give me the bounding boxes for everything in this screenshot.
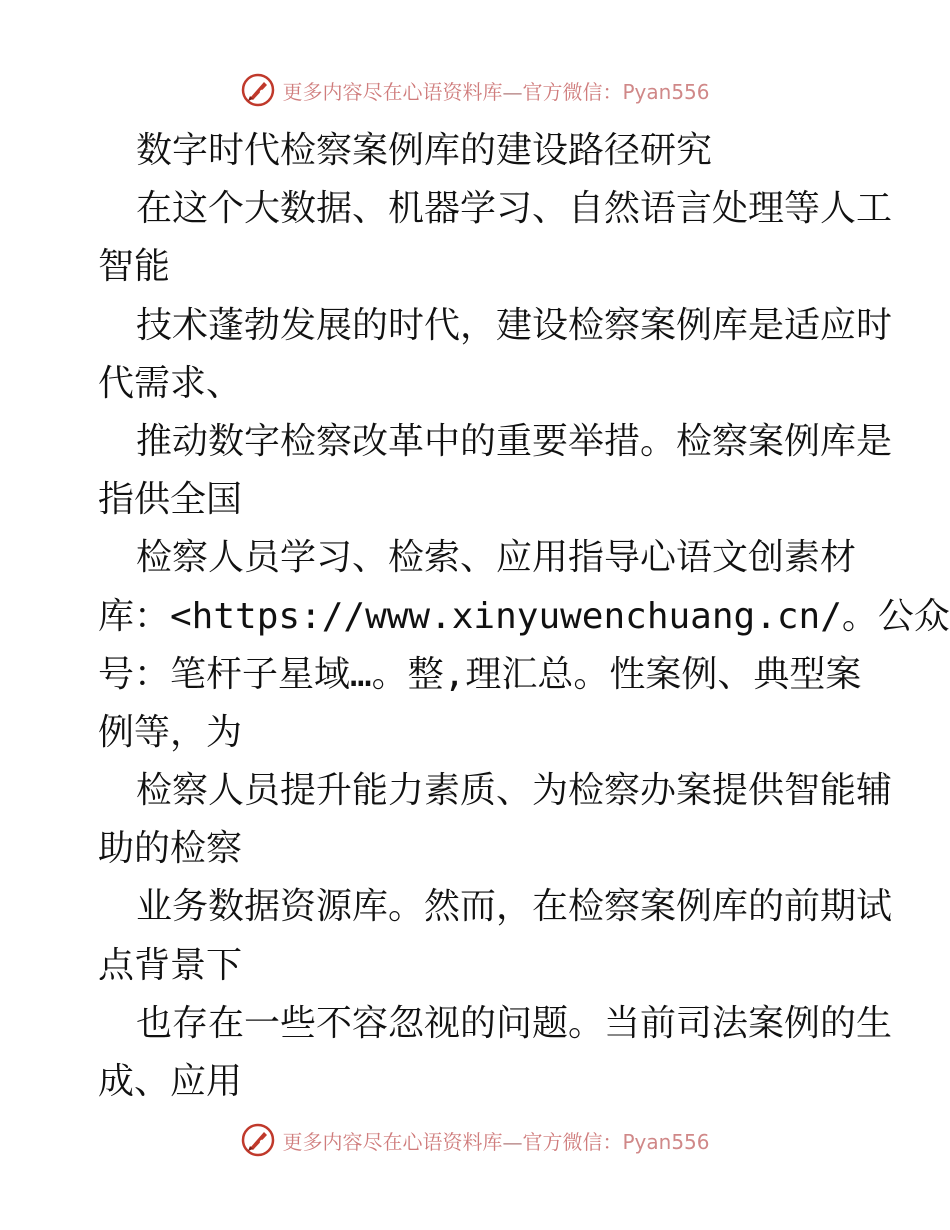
- banner-title: 更多内容尽在心语资料库: [282, 79, 503, 104]
- paragraph-line: 成、应用: [98, 1061, 243, 1102]
- banner-official-label: 官方微信：: [522, 1129, 623, 1154]
- quill-pen-logo-icon: [240, 1122, 276, 1158]
- paragraph-line: 检察人员学习、检索、应用指导心语文创素材: [136, 537, 857, 579]
- paragraph-line: 例等，为: [98, 711, 243, 753]
- paragraph-line: 指供全国: [98, 479, 243, 521]
- paragraph-line: 号：笔杆子星域…。整,理汇总。性案例、典型案: [98, 653, 862, 695]
- header-watermark-banner: [0, 68, 950, 112]
- document-title: 数字时代检察案例库的建设路径研究: [136, 130, 713, 171]
- quill-pen-logo-icon: [240, 72, 276, 108]
- banner-official-label: 官方微信：: [522, 79, 623, 104]
- banner-title: 更多内容尽在心语资料库: [282, 1129, 503, 1154]
- paragraph-line: 在这个大数据、机器学习、自然语言处理等人工: [136, 188, 893, 230]
- paragraph-line: 技术蓬勃发展的时代，建设检察案例库是适应时: [136, 304, 893, 346]
- banner-text: [282, 1126, 709, 1155]
- paragraph-line: 推动数字检察改革中的重要举措。检察案例库是: [136, 420, 893, 462]
- banner-text: [282, 76, 709, 105]
- document-body: [98, 122, 950, 1111]
- banner-separator: —: [502, 79, 523, 104]
- banner-wechat-id: Pyan556: [622, 1129, 710, 1154]
- paragraph-line: 点背景下: [98, 944, 243, 986]
- paragraph-line: 助的检察: [98, 828, 243, 870]
- banner-separator: —: [502, 1129, 523, 1154]
- paragraph-line: 库：<https://www.xinyuwenchuang.cn/。公众: [98, 595, 950, 637]
- paragraph-line: 检察人员提升能力素质、为检察办案提供智能辅: [136, 770, 893, 812]
- paragraph-line: 智能: [98, 246, 171, 288]
- paragraph-line: 业务数据资源库。然而，在检察案例库的前期试: [136, 886, 893, 928]
- paragraph-line: 也存在一些不容忽视的问题。当前司法案例的生: [136, 1002, 893, 1044]
- footer-watermark-banner: [0, 1118, 950, 1162]
- paragraph-line: 代需求、: [98, 362, 243, 404]
- banner-wechat-id: Pyan556: [622, 79, 710, 104]
